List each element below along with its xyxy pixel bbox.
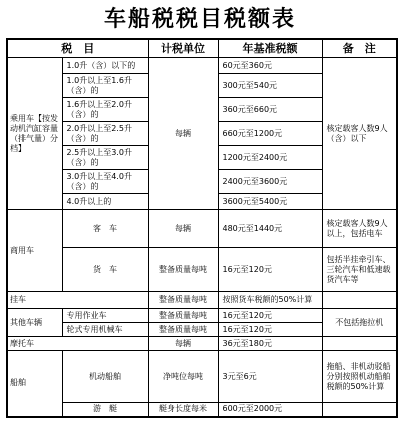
- table-header-row: [7, 39, 397, 58]
- category-motorcycle: 摩托车: [7, 337, 148, 351]
- amount-cell: 660元至1200元: [218, 122, 322, 146]
- amount-cell: 300元至540元: [218, 74, 322, 98]
- unit-trailer: 整备质量每吨: [148, 292, 218, 309]
- unit-special-vehicle: 整备质量每吨: [148, 309, 218, 323]
- displacement-range: 1.0升以上至1.6升（含）的: [62, 74, 148, 98]
- table-row: [7, 351, 397, 403]
- note-trailer-empty: [322, 292, 397, 309]
- unit-bus: 每辆: [148, 210, 218, 248]
- note-motor-ship: 拖船、非机动驳船分别按照机动船舶税额的50%计算: [322, 351, 397, 403]
- amount-cell: 1200元至2400元: [218, 146, 322, 170]
- header-tax-item: 税 目: [7, 39, 148, 58]
- amount-cell: 2400元至3600元: [218, 170, 322, 194]
- sub-wheeled-vehicle: 轮式专用机械车: [62, 323, 148, 337]
- category-commercial: 商用车: [7, 210, 62, 292]
- amount-motorcycle: 36元至180元: [218, 337, 322, 351]
- amount-yacht: 600元至2000元: [218, 403, 322, 417]
- note-other: 不包括拖拉机: [322, 309, 397, 337]
- header-amount: 年基准税额: [218, 39, 322, 58]
- amount-truck: 16元至120元: [218, 248, 322, 292]
- note-bus: 核定载客人数9人以上，包括电车: [322, 210, 397, 248]
- category-ship: 船舶: [7, 351, 62, 417]
- amount-special-vehicle: 16元至120元: [218, 309, 322, 323]
- amount-wheeled-vehicle: 16元至120元: [218, 323, 322, 337]
- displacement-range: 1.6升以上至2.0升（含）的: [62, 98, 148, 122]
- header-unit: 计税单位: [148, 39, 218, 58]
- displacement-range: 3.0升以上至4.0升（含）的: [62, 170, 148, 194]
- displacement-range: 4.0升以上的: [62, 194, 148, 210]
- note-motorcycle-empty: [322, 337, 397, 351]
- table-row: [7, 58, 397, 74]
- amount-cell: 60元至360元: [218, 58, 322, 74]
- amount-cell: 3600元至5400元: [218, 194, 322, 210]
- sub-truck: 货 车: [62, 248, 148, 292]
- category-trailer: 挂车: [7, 292, 148, 309]
- category-passenger-car: 乘用车【按发动机汽缸容量（排气量）分档】: [7, 58, 62, 210]
- displacement-range: 1.0升（含）以下的: [62, 58, 148, 74]
- unit-motor-ship: 净吨位每吨: [148, 351, 218, 403]
- note-truck: 包括半挂牵引车、三轮汽车和低速载货汽车等: [322, 248, 397, 292]
- table-row: [7, 309, 397, 323]
- unit-yacht: 艇身长度每米: [148, 403, 218, 417]
- table-row: [7, 248, 397, 292]
- sub-motor-ship: 机动船舶: [62, 351, 148, 403]
- table-row: [7, 292, 397, 309]
- unit-wheeled-vehicle: 整备质量每吨: [148, 323, 218, 337]
- sub-yacht: 游 艇: [62, 403, 148, 417]
- sub-special-vehicle: 专用作业车: [62, 309, 148, 323]
- amount-bus: 480元至1440元: [218, 210, 322, 248]
- page-title: 车船税税目税额表: [103, 6, 296, 32]
- unit-truck: 整备质量每吨: [148, 248, 218, 292]
- unit-passenger-car: 每辆: [148, 58, 218, 210]
- table-row: [7, 337, 397, 351]
- displacement-range: 2.5升以上至3.0升（含）的: [62, 146, 148, 170]
- amount-trailer: 按照货车税额的50%计算: [218, 292, 322, 309]
- amount-cell: 360元至660元: [218, 98, 322, 122]
- table-row: [7, 403, 397, 417]
- amount-motor-ship: 3元至6元: [218, 351, 322, 403]
- header-note: 备 注: [322, 39, 397, 58]
- unit-motorcycle: 每辆: [148, 337, 218, 351]
- displacement-range: 2.0升以上至2.5升（含）的: [62, 122, 148, 146]
- sub-bus: 客 车: [62, 210, 148, 248]
- note-passenger-car: 核定载客人数9人（含）以下: [322, 58, 397, 210]
- tax-table: [6, 38, 398, 418]
- note-yacht-empty: [322, 403, 397, 417]
- table-row: [7, 210, 397, 248]
- category-other: 其他车辆: [7, 309, 62, 337]
